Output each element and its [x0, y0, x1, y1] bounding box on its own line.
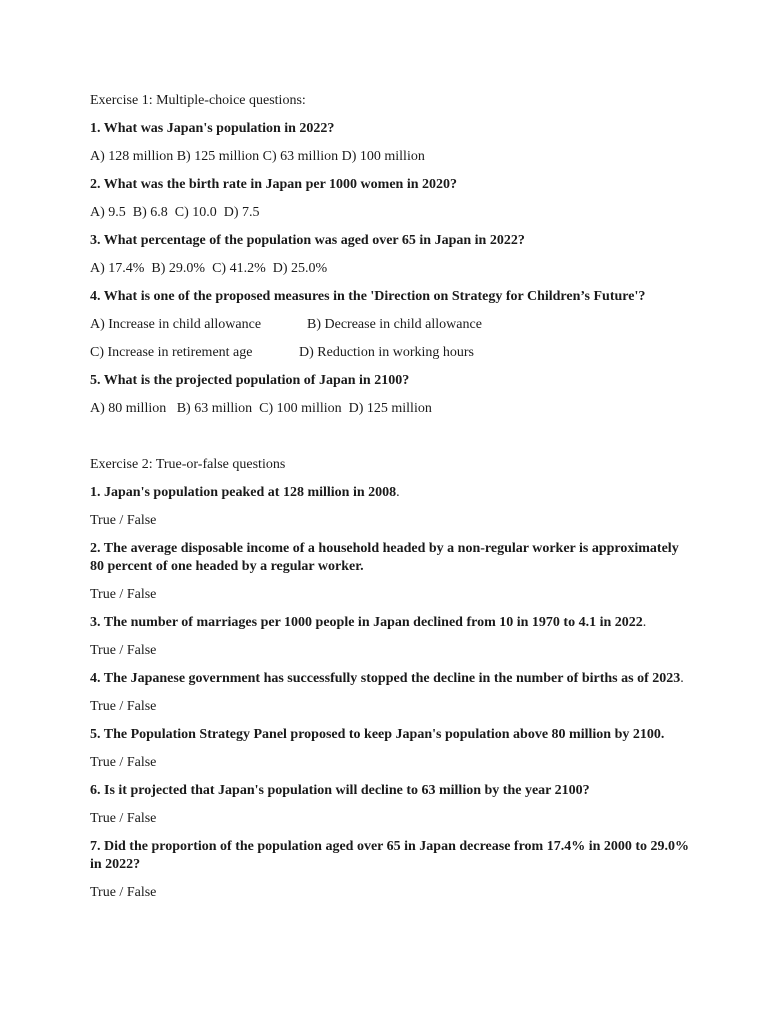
tf-answer-4: True / False: [90, 699, 157, 714]
tf-answer-2: True / False: [90, 587, 157, 602]
tf-question-2: 2. The average disposable income of a household headed by a non-regular worker is approximately 80 percent of one headed by a regular worker.: [90, 541, 679, 574]
mc-question-4: 4. What is one of the proposed measures in the 'Direction on Strategy for Children’s Future'?: [90, 289, 646, 304]
exercise2-heading: Exercise 2: True-or-false questions: [90, 457, 286, 472]
tf-question-6: 6. Is it projected that Japan's population will decline to 63 million by the year 2100?: [90, 783, 590, 798]
tf-answer-6: True / False: [90, 811, 157, 826]
mc-options-5: A) 80 million B) 63 million C) 100 million D) 125 million: [90, 401, 432, 416]
mc-option-4a: A) Increase in child allowance: [90, 317, 262, 332]
mc-question-5: 5. What is the projected population of Japan in 2100?: [90, 373, 410, 388]
mc-options-3: A) 17.4% B) 29.0% C) 41.2% D) 25.0%: [90, 261, 328, 276]
tf-answer-1: True / False: [90, 513, 157, 528]
tf-question-3: 3. The number of marriages per 1000 people in Japan declined from 10 in 1970 to 4.1 in 2022.: [90, 615, 647, 630]
mc-options-1: A) 128 million B) 125 million C) 63 million D) 100 million: [90, 149, 425, 164]
mc-question-2: 2. What was the birth rate in Japan per 1000 women in 2020?: [90, 177, 458, 192]
mc-options-4-row1: [90, 316, 690, 334]
mc-options-2: A) 9.5 B) 6.8 C) 10.0 D) 7.5: [90, 205, 260, 220]
tf-question-5: 5. The Population Strategy Panel proposed to keep Japan's population above 80 million by 2100.: [90, 727, 665, 742]
mc-question-3: 3. What percentage of the population was aged over 65 in Japan in 2022?: [90, 233, 525, 248]
exercise1-heading: Exercise 1: Multiple-choice questions:: [90, 93, 306, 108]
mc-option-4c: C) Increase in retirement age: [90, 345, 253, 360]
mc-question-1: 1. What was Japan's population in 2022?: [90, 121, 335, 136]
mc-option-4d: D) Reduction in working hours: [299, 345, 474, 360]
tf-answer-5: True / False: [90, 755, 157, 770]
tf-question-1: 1. Japan's population peaked at 128 million in 2008.: [90, 485, 400, 500]
mc-options-4-row2: [90, 344, 690, 362]
mc-option-4b: B) Decrease in child allowance: [307, 317, 482, 332]
tf-answer-7: True / False: [90, 885, 157, 900]
document-page: [90, 92, 690, 912]
tf-question-7: 7. Did the proportion of the population aged over 65 in Japan decrease from 17.4% in 2000 to 29.0% in 2022?: [90, 839, 690, 872]
tf-answer-3: True / False: [90, 643, 157, 658]
tf-question-4: 4. The Japanese government has successfully stopped the decline in the number of births as of 2023.: [90, 671, 684, 686]
